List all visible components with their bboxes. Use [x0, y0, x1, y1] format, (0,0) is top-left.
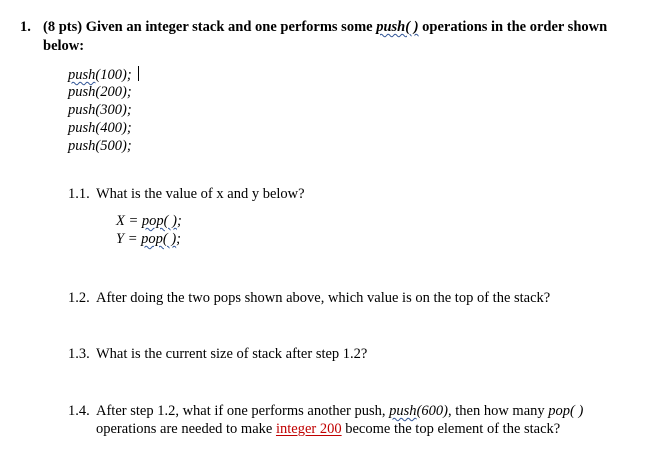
- code-arg: (500);: [95, 138, 132, 154]
- code-arg: (200);: [95, 84, 132, 100]
- sub4-text-c: operations are needed to make: [96, 421, 276, 437]
- code-fn: push: [68, 84, 96, 100]
- text-cursor: [138, 66, 139, 81]
- question-number: 1.: [20, 19, 31, 35]
- sub4-push-fn: push: [389, 403, 417, 419]
- sub-question-3-text: What is the current size of stack after step 1.2?: [96, 346, 368, 362]
- question-intro-line2: below:: [43, 38, 85, 54]
- code-fn: push: [68, 138, 96, 154]
- code-line-3: [68, 102, 132, 119]
- sub-question-2-text: After doing the two pops shown above, which value is on the top of the stack?: [96, 290, 551, 306]
- question-intro-text-b: operations in the order shown: [418, 19, 608, 35]
- sub-question-3-number: 1.3.: [68, 346, 90, 362]
- code-line-4: [68, 120, 132, 137]
- sub4-push-arg: (600): [416, 403, 448, 419]
- question-intro-text-a: (8 pts) Given an integer stack and one performs some: [43, 19, 377, 35]
- sub-question-4-line2: [96, 421, 560, 438]
- sub4-text-d: become the top element of the stack?: [341, 421, 561, 437]
- code-arg: (300);: [95, 102, 132, 118]
- sub4-pop: pop( ): [548, 403, 584, 419]
- code-line-5: [68, 138, 132, 155]
- code-fn: push: [68, 67, 96, 83]
- sub-question-2-number: 1.2.: [68, 290, 90, 306]
- assign-y: [116, 231, 181, 248]
- sub-question-4-line1: [96, 403, 583, 420]
- sub4-highlight: integer 200: [275, 421, 342, 437]
- question-intro-line1: [43, 19, 607, 36]
- sub-question-4-number: 1.4.: [68, 403, 90, 419]
- assign-x-call: pop( ): [141, 213, 177, 229]
- code-line-2: [68, 84, 132, 101]
- assign-x: [116, 213, 182, 230]
- assign-y-semicolon: ;: [176, 231, 181, 247]
- code-arg: (100);: [95, 67, 132, 83]
- code-line-1: [68, 66, 139, 84]
- assign-x-semicolon: ;: [176, 213, 182, 229]
- question-intro-push: push( ): [376, 19, 419, 35]
- sub4-text-a: After step 1.2, what if one performs another push,: [96, 403, 390, 419]
- sub-question-1-number: 1.1.: [68, 186, 90, 202]
- assign-y-call: pop( ): [141, 231, 177, 247]
- sub-question-1-text: What is the value of x and y below?: [96, 186, 305, 202]
- code-fn: push: [68, 120, 96, 136]
- code-arg: (400);: [95, 120, 132, 136]
- assign-x-label: X =: [116, 213, 142, 229]
- sub4-text-b: , then how many: [447, 403, 549, 419]
- code-fn: push: [68, 102, 96, 118]
- assign-y-label: Y =: [116, 231, 142, 247]
